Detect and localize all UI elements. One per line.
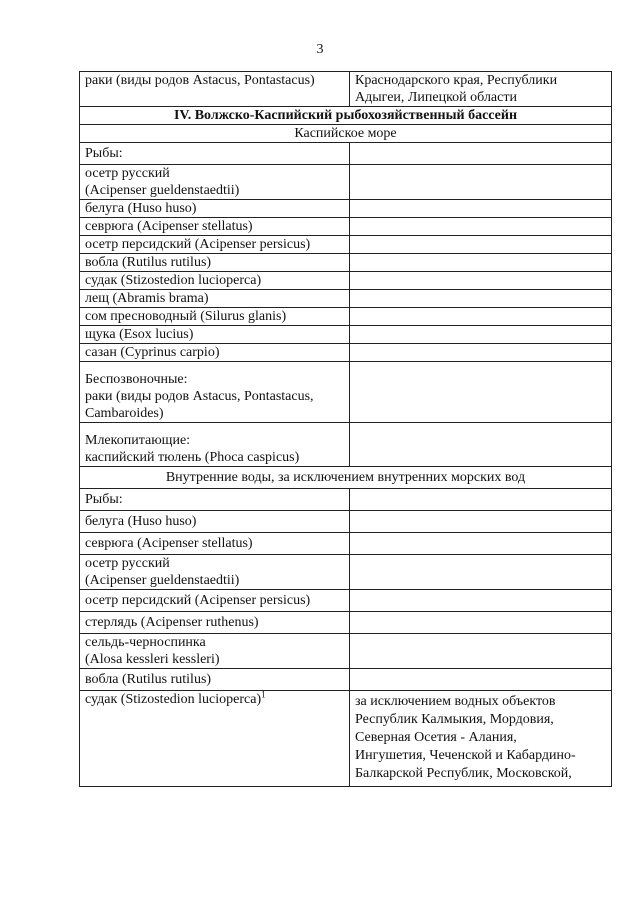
note-line: за исключением водных объектов	[355, 694, 556, 709]
species-cell	[80, 218, 350, 236]
species-cell	[80, 533, 350, 555]
species-line: белуга (Huso huso)	[85, 201, 197, 216]
species-cell	[80, 612, 350, 634]
region-line: Краснодарского края, Республики	[355, 73, 558, 88]
note-cell	[350, 362, 612, 423]
table-row	[80, 200, 612, 218]
note-cell	[350, 326, 612, 344]
species-line: осетр персидский (Acipenser persicus)	[85, 593, 311, 608]
species-cell	[80, 511, 350, 533]
species-name: судак (Stizostedion lucioperca)	[85, 692, 262, 707]
species-line: раки (виды родов Astacus, Pontastacus,	[85, 389, 314, 404]
species-cell	[80, 200, 350, 218]
subsection-header-row	[80, 467, 612, 489]
table-row	[80, 634, 612, 669]
group-label: Рыбы:	[80, 489, 350, 511]
note-cell	[350, 143, 612, 165]
species-line: щука (Esox lucius)	[85, 327, 194, 342]
species-line: (Acipenser gueldenstaedtii)	[85, 183, 240, 198]
table-row	[80, 533, 612, 555]
note-cell	[350, 669, 612, 691]
table-row	[80, 272, 612, 290]
note-cell	[350, 236, 612, 254]
species-line: осетр русский	[85, 556, 170, 571]
subsection-header-caspian: Каспийское море	[80, 125, 612, 143]
species-line: осетр персидский (Acipenser persicus)	[85, 237, 311, 252]
note-cell	[350, 290, 612, 308]
species-cell	[80, 290, 350, 308]
species-table-body	[80, 72, 612, 787]
section-title-row	[80, 107, 612, 125]
species-line: стерлядь (Acipenser ruthenus)	[85, 615, 259, 630]
species-line: сазан (Cyprinus carpio)	[85, 345, 220, 360]
species-cell	[80, 555, 350, 590]
footnote-mark: 1	[261, 689, 266, 700]
table-row	[80, 511, 612, 533]
note-cell	[350, 200, 612, 218]
table-row	[80, 236, 612, 254]
species-cell: раки (виды родов Astacus, Pontastacus)	[80, 72, 350, 107]
note-cell	[350, 555, 612, 590]
fish-label-row	[80, 489, 612, 511]
note-cell	[350, 165, 612, 200]
note-cell	[350, 511, 612, 533]
invertebrates-row	[80, 362, 612, 423]
note-cell	[350, 423, 612, 467]
species-line: сельдь-черноспинка	[85, 635, 206, 650]
species-line: севрюга (Acipenser stellatus)	[85, 219, 253, 234]
note-cell	[350, 254, 612, 272]
species-line: (Acipenser gueldenstaedtii)	[85, 573, 240, 588]
species-line: каспийский тюлень (Phoca caspicus)	[85, 450, 300, 465]
species-line: вобла (Rutilus rutilus)	[85, 672, 212, 687]
species-line: вобла (Rutilus rutilus)	[85, 255, 212, 270]
species-cell	[80, 236, 350, 254]
note-line: Северная Осетия - Алания,	[355, 730, 517, 745]
species-line: осетр русский	[85, 166, 170, 181]
note-line: Ингушетия, Чеченской и Кабардино-	[355, 748, 576, 763]
region-line: Адыгеи, Липецкой области	[355, 90, 517, 105]
note-line: Балкарской Республик, Московской,	[355, 766, 572, 781]
table-row	[80, 165, 612, 200]
species-cell	[80, 634, 350, 669]
table-row	[80, 72, 612, 107]
table-row	[80, 308, 612, 326]
group-label: Рыбы:	[80, 143, 350, 165]
note-cell	[350, 634, 612, 669]
species-line: (Alosa kessleri kessleri)	[85, 652, 220, 667]
species-cell	[80, 254, 350, 272]
region-cell	[350, 72, 612, 107]
species-line: сом пресноводный (Silurus glanis)	[85, 309, 287, 324]
note-cell	[350, 218, 612, 236]
note-line: Республик Калмыкия, Мордовия,	[355, 712, 554, 727]
table-row	[80, 612, 612, 634]
table-row	[80, 326, 612, 344]
species-cell	[80, 590, 350, 612]
fish-label-row	[80, 143, 612, 165]
species-line: судак (Stizostedion lucioperca)	[85, 273, 262, 288]
table-row	[80, 691, 612, 787]
species-line: Беспозвоночные:	[85, 372, 188, 387]
species-cell	[80, 362, 350, 423]
species-cell	[80, 165, 350, 200]
table-row	[80, 218, 612, 236]
species-cell	[80, 423, 350, 467]
note-cell	[350, 344, 612, 362]
species-cell	[80, 669, 350, 691]
species-cell	[80, 691, 350, 787]
table-row	[80, 555, 612, 590]
note-cell	[350, 272, 612, 290]
species-line: севрюга (Acipenser stellatus)	[85, 536, 253, 551]
note-cell	[350, 612, 612, 634]
subsection-header-inland: Внутренние воды, за исключением внутренних морских вод	[80, 467, 612, 489]
section-title: IV. Волжско-Каспийский рыбохозяйственный бассейн	[80, 107, 612, 125]
species-line: Cambaroides)	[85, 406, 164, 421]
species-line: лещ (Abramis brama)	[85, 291, 209, 306]
note-cell	[350, 533, 612, 555]
note-cell	[350, 691, 612, 787]
table-row	[80, 669, 612, 691]
page-number: 3	[316, 42, 324, 57]
species-cell	[80, 326, 350, 344]
note-cell	[350, 590, 612, 612]
table-row	[80, 590, 612, 612]
species-table	[79, 71, 612, 787]
note-cell	[350, 308, 612, 326]
mammals-row	[80, 423, 612, 467]
species-line: белуга (Huso huso)	[85, 514, 197, 529]
species-cell	[80, 344, 350, 362]
note-cell	[350, 489, 612, 511]
table-row	[80, 254, 612, 272]
species-line: Млекопитающие:	[85, 433, 191, 448]
table-row	[80, 290, 612, 308]
table-row	[80, 344, 612, 362]
species-cell	[80, 308, 350, 326]
species-cell	[80, 272, 350, 290]
subsection-header-row	[80, 125, 612, 143]
